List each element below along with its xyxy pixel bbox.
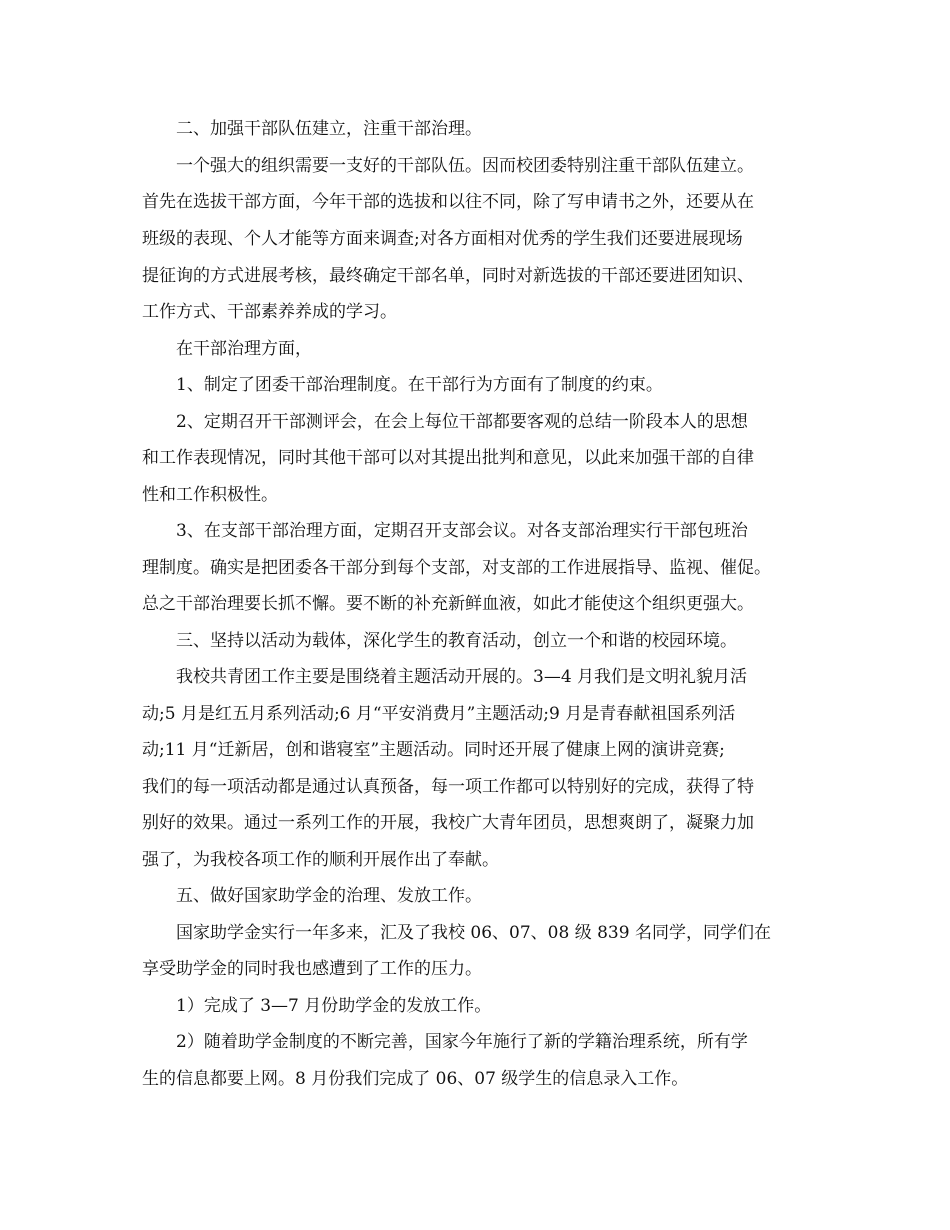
paragraph-line: 在干部治理方面， xyxy=(176,339,312,359)
paragraph-line: 班级的表现、个人才能等方面来调查;对各方面相对优秀的学生我们还要进展现场 xyxy=(142,229,743,249)
paragraph-line: 工作方式、干部素养养成的学习。 xyxy=(142,302,397,322)
list-item-1: 1）完成了 3—7 月份助学金的发放工作。 xyxy=(176,996,492,1016)
paragraph-line: 强了，为我校各项工作的顺利开展作出了奉献。 xyxy=(142,850,499,870)
section-heading-3: 三、坚持以活动为载体，深化学生的教育活动，创立一个和谐的校园环境。 xyxy=(176,631,737,651)
paragraph-line: 国家助学金实行一年多来，汇及了我校 06、07、08 级 839 名同学，同学们在 xyxy=(176,923,771,943)
paragraph-line: 享受助学金的同时我也感遭到了工作的压力。 xyxy=(142,959,482,979)
paragraph-line: 首先在选拔干部方面，今年干部的选拔和以往不同，除了写申请书之外，还要从在 xyxy=(142,192,754,212)
list-item-2: 2）随着助学金制度的不断完善，国家今年施行了新的学籍治理系统，所有学 xyxy=(176,1032,748,1052)
section-heading-5: 五、做好国家助学金的治理、发放工作。 xyxy=(176,886,482,906)
paragraph-line: 一个强大的组织需要一支好的干部队伍。因而校团委特别注重干部队伍建立。 xyxy=(176,156,754,176)
paragraph-line: 理制度。确实是把团委各干部分到每个支部，对支部的工作进展指导、监视、催促。 xyxy=(142,558,771,578)
paragraph-line: 性和工作积极性。 xyxy=(142,485,278,505)
paragraph-line: 别好的效果。通过一系列工作的开展，我校广大青年团员，思想爽朗了，凝聚力加 xyxy=(142,813,754,833)
list-item-2: 2、定期召开干部测评会，在会上每位干部都要客观的总结一阶段本人的思想 xyxy=(176,412,748,432)
section-heading-2: 二、加强干部队伍建立，注重干部治理。 xyxy=(176,119,482,139)
paragraph-line: 提征询的方式进展考核，最终确定干部名单，同时对新选拔的干部还要进团知识、 xyxy=(142,266,754,286)
paragraph-line: 我校共青团工作主要是围绕着主题活动开展的。3—4 月我们是文明礼貌月活 xyxy=(176,667,748,687)
paragraph-line: 总之干部治理要长抓不懈。要不断的补充新鲜血液，如此才能使这个组织更强大。 xyxy=(142,594,754,614)
list-item-1: 1、制定了团委干部治理制度。在干部行为方面有了制度的约束。 xyxy=(176,375,663,395)
paragraph-line: 生的信息都要上网。8 月份我们完成了 06、07 级学生的信息录入工作。 xyxy=(142,1069,689,1089)
paragraph-line: 和工作表现情况，同时其他干部可以对其提出批判和意见，以此来加强干部的自律 xyxy=(142,448,754,468)
list-item-3: 3、在支部干部治理方面，定期召开支部会议。对各支部治理实行干部包班治 xyxy=(176,521,748,541)
paragraph-line: 我们的每一项活动都是通过认真预备，每一项工作都可以特别好的完成，获得了特 xyxy=(142,777,754,797)
paragraph-line: 动;11 月“迁新居，创和谐寝室”主题活动。同时还开展了健康上网的演讲竞赛; xyxy=(142,740,725,760)
paragraph-line: 动;5 月是红五月系列活动;6 月“平安消费月”主题活动;9 月是青春献祖国系列活 xyxy=(142,704,736,724)
